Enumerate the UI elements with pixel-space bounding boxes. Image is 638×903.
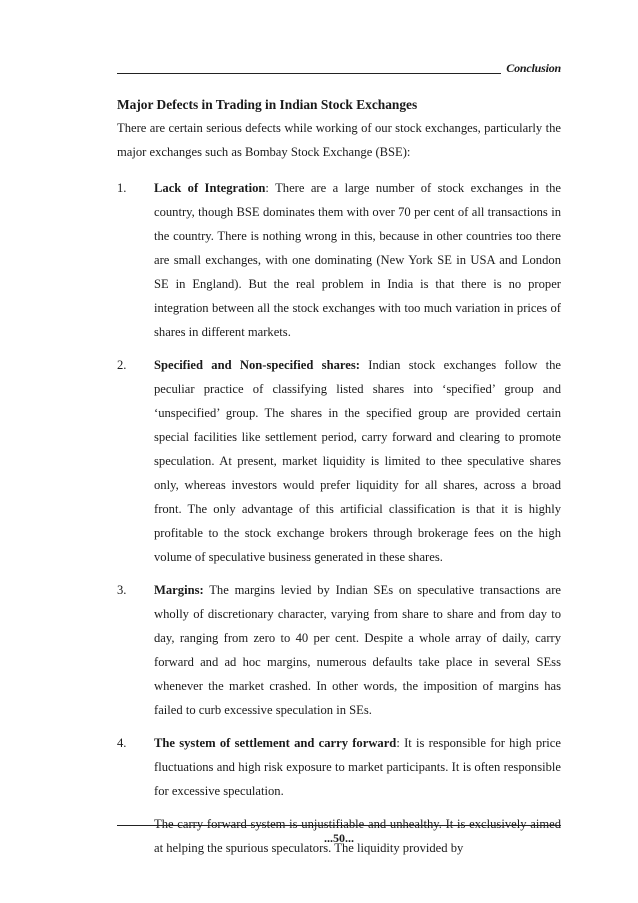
item-number: 1. <box>117 181 127 195</box>
item-text: It is responsible for high price fluctuations and high risk exposure to market participants. It is often responsible for excessive speculation. <box>154 736 561 798</box>
item-separator: : <box>265 181 276 195</box>
list-item <box>117 176 561 344</box>
page-content <box>117 96 561 869</box>
item-continuation: The carry forward system is unjustifiable and unhealthy. It is exclusively aimed at helping the spurious speculators. The liquidity provided by <box>154 817 561 855</box>
item-body <box>154 578 561 722</box>
item-separator: : <box>396 736 405 750</box>
item-body <box>154 731 561 803</box>
intro-paragraph: There are certain serious defects while working of our stock exchanges, particularly the major exchanges such as Bombay Stock Exchange (BSE): <box>117 121 561 159</box>
page-footer <box>117 825 561 846</box>
header-rule <box>117 73 501 74</box>
item-body <box>154 176 561 344</box>
item-heading: Lack of Integration <box>154 181 266 195</box>
header-label: Conclusion <box>506 61 561 75</box>
item-heading: The system of settlement and carry forward <box>154 736 397 750</box>
item-number: 4. <box>117 736 127 750</box>
running-header <box>117 62 561 76</box>
item-heading: Specified and Non-specified shares: <box>154 358 360 372</box>
footer-rule <box>117 825 561 826</box>
list-item <box>117 578 561 722</box>
item-body <box>154 353 561 569</box>
item-text: There are a large number of stock exchanges in the country, though BSE dominates them with over 70 per cent of all transactions in the country. There is nothing wrong in this, because in other countries too there are small exchanges, with one dominating (New York SE in USA and London SE in England). But the real problem in India is that there is no proper integration between all the stock exchanges with too much variation in prices of shares in different markets. <box>154 181 562 339</box>
item-text: Indian stock exchanges follow the peculiar practice of classifying listed shares into ‘specified’ group and ‘unspecified’ group. The shares in the specified group are provided certain special facilities like settlement period, carry forward and clearing to promote speculation. At present, market liquidity is limited to thee speculative shares only, whereas investors would prefer liquidity for all shares, across a broad front. The only advantage of this artificial classification is that it is highly profitable to the stock exchange brokers through brokerage fees on the high volume of speculative business generated in these shares. <box>154 358 561 564</box>
item-heading: Margins: <box>154 583 204 597</box>
item-number: 2. <box>117 358 127 372</box>
item-text: The margins levied by Indian SEs on speculative transactions are wholly of discretionary character, varying from share to share and from day to day, ranging from zero to 40 per cent. Despite a whole array of daily, carry forward and ad hoc margins, numerous defaults take place in several SEss whenever the market crashed. In other words, the imposition of margins has failed to curb excessive speculation in SEs. <box>154 583 561 717</box>
list-item <box>117 353 561 569</box>
page-number: ...50... <box>324 831 354 845</box>
section-title: Major Defects in Trading in Indian Stock Exchanges <box>117 97 418 112</box>
item-number: 3. <box>117 583 127 597</box>
